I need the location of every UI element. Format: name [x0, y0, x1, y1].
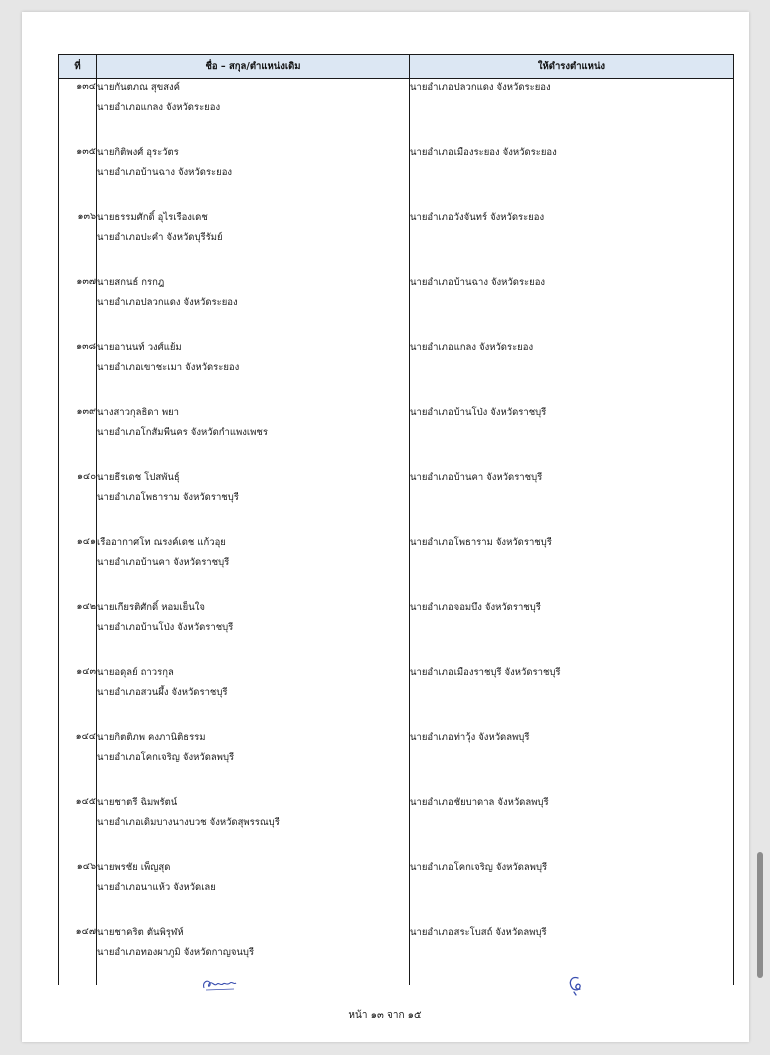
old-position: นายอำเภอโกสัมพีนคร จังหวัดกำแพงเพชร	[97, 426, 268, 438]
name-cell	[97, 339, 410, 404]
new-position: นายอำเภอวังจันทร์ จังหวัดระยอง	[410, 211, 545, 223]
new-position: นายอำเภอโพธาราม จังหวัดราชบุรี	[410, 536, 552, 548]
row-number: ๑๔๔	[59, 729, 97, 794]
table-row	[59, 599, 734, 664]
name-cell	[97, 274, 410, 339]
new-position: นายอำเภอโคกเจริญ จังหวัดลพบุรี	[410, 861, 548, 873]
new-position-cell	[410, 729, 734, 794]
table-row	[59, 534, 734, 599]
new-position: นายอำเภอปลวกแดง จังหวัดระยอง	[410, 82, 551, 93]
table-row	[59, 664, 734, 729]
table-row	[59, 469, 734, 534]
new-position: นายอำเภอจอมบึง จังหวัดราชบุรี	[410, 601, 541, 613]
person-name: เรืออากาศโท ณรงค์เดช แก้วอุย	[97, 536, 226, 548]
header-name: ชื่อ – สกุล/ตำแหน่งเดิม	[97, 55, 410, 79]
new-position-cell	[410, 144, 734, 209]
signature-left-icon	[200, 974, 240, 994]
new-position-cell	[410, 599, 734, 664]
old-position: นายอำเภอแกลง จังหวัดระยอง	[97, 102, 221, 113]
name-cell	[97, 209, 410, 274]
table-row	[59, 924, 734, 985]
row-number: ๑๔๗	[59, 924, 97, 985]
name-cell	[97, 729, 410, 794]
person-name: นายเกียรติศักดิ์ หอมเย็นใจ	[97, 601, 205, 613]
row-number: ๑๔๑	[59, 534, 97, 599]
row-number: ๑๔๐	[59, 469, 97, 534]
row-number: ๑๓๔	[59, 79, 97, 144]
old-position: นายอำเภอบ้านฉาง จังหวัดระยอง	[97, 166, 233, 178]
table-row	[59, 209, 734, 274]
name-cell	[97, 144, 410, 209]
new-position: นายอำเภอบ้านคา จังหวัดราชบุรี	[410, 471, 543, 483]
name-cell	[97, 859, 410, 924]
new-position-cell	[410, 79, 734, 144]
appointment-table	[58, 54, 734, 985]
name-cell	[97, 79, 410, 144]
person-name: นายกิติพงศ์ อุระวัตร	[97, 146, 179, 158]
row-number: ๑๓๕	[59, 144, 97, 209]
person-name: นายธีรเดช โปสพันธุ์	[97, 471, 180, 483]
new-position: นายอำเภอเมืองราชบุรี จังหวัดราชบุรี	[410, 666, 561, 678]
new-position-cell	[410, 794, 734, 859]
new-position-cell	[410, 404, 734, 469]
name-cell	[97, 404, 410, 469]
old-position: นายอำเภอนาแห้ว จังหวัดเลย	[97, 881, 216, 893]
name-cell	[97, 534, 410, 599]
page-number: หน้า ๑๓ จาก ๑๕	[348, 1010, 422, 1021]
name-cell	[97, 794, 410, 859]
table-row	[59, 404, 734, 469]
person-name: นายอดุลย์ ถาวรกุล	[97, 666, 174, 678]
new-position-cell	[410, 469, 734, 534]
old-position: นายอำเภอปลวกแดง จังหวัดระยอง	[97, 296, 238, 308]
old-position: นายอำเภอบ้านคา จังหวัดราชบุรี	[97, 556, 230, 568]
new-position-cell	[410, 209, 734, 274]
new-position-cell	[410, 664, 734, 729]
person-name: นายอานนท์ วงศ์แย้ม	[97, 341, 182, 353]
table-row	[59, 859, 734, 924]
row-number: ๑๔๒	[59, 599, 97, 664]
person-name: นางสาวกุลธิดา พยา	[97, 406, 179, 418]
name-cell	[97, 599, 410, 664]
header-no: ที่	[59, 55, 97, 79]
row-number: ๑๓๖	[59, 209, 97, 274]
old-position: นายอำเภอปะคำ จังหวัดบุรีรัมย์	[97, 231, 223, 243]
new-position: นายอำเภอบ้านฉาง จังหวัดระยอง	[410, 276, 546, 288]
person-name: นายพรชัย เพ็ญสุด	[97, 861, 171, 873]
old-position: นายอำเภอโพธาราม จังหวัดราชบุรี	[97, 491, 239, 503]
old-position: นายอำเภอโคกเจริญ จังหวัดลพบุรี	[97, 751, 235, 763]
row-number: ๑๓๗	[59, 274, 97, 339]
row-number: ๑๓๙	[59, 404, 97, 469]
vertical-scrollbar[interactable]	[757, 852, 763, 978]
person-name: นายกิตติภพ คงภานิติธรรม	[97, 731, 206, 743]
document-page	[22, 12, 749, 1042]
row-number: ๑๔๕	[59, 794, 97, 859]
table-row	[59, 339, 734, 404]
new-position: นายอำเภอสระโบสถ์ จังหวัดลพบุรี	[410, 926, 547, 938]
new-position-cell	[410, 339, 734, 404]
table-row	[59, 794, 734, 859]
new-position: นายอำเภอชัยบาดาล จังหวัดลพบุรี	[410, 796, 549, 808]
new-position: นายอำเภอบ้านโป่ง จังหวัดราชบุรี	[410, 406, 547, 418]
row-number: ๑๔๖	[59, 859, 97, 924]
new-position-cell	[410, 534, 734, 599]
table-row	[59, 729, 734, 794]
new-position-cell	[410, 859, 734, 924]
name-cell	[97, 924, 410, 985]
old-position: นายอำเภอทองผาภูมิ จังหวัดกาญจนบุรี	[97, 946, 255, 958]
table-body	[59, 79, 734, 985]
old-position: นายอำเภอบ้านโป่ง จังหวัดราชบุรี	[97, 621, 234, 633]
person-name: นายสกนธ์ กรกฎ	[97, 276, 165, 288]
old-position: นายอำเภอเดิมบางนางบวช จังหวัดสุพรรณบุรี	[97, 816, 280, 828]
signature-right-icon	[564, 972, 588, 998]
table-header-row	[59, 55, 734, 79]
new-position: นายอำเภอเมืองระยอง จังหวัดระยอง	[410, 146, 557, 158]
old-position: นายอำเภอสวนผึ้ง จังหวัดราชบุรี	[97, 686, 228, 698]
new-position-cell	[410, 274, 734, 339]
new-position: นายอำเภอแกลง จังหวัดระยอง	[410, 341, 534, 353]
person-name: นายชาคริต ตันพิรุฬห์	[97, 926, 184, 938]
new-position: นายอำเภอท่าวุ้ง จังหวัดลพบุรี	[410, 731, 530, 743]
table-row	[59, 144, 734, 209]
person-name: นายกันตภณ สุขสงค์	[97, 82, 180, 93]
old-position: นายอำเภอเขาชะเมา จังหวัดระยอง	[97, 361, 240, 373]
name-cell	[97, 469, 410, 534]
table-row	[59, 274, 734, 339]
name-cell	[97, 664, 410, 729]
person-name: นายธรรมศักดิ์ อุไรเรืองเดช	[97, 211, 208, 223]
row-number: ๑๓๘	[59, 339, 97, 404]
row-number: ๑๔๓	[59, 664, 97, 729]
header-new-position: ให้ดำรงตำแหน่ง	[410, 55, 734, 79]
person-name: นายชาตรี ฉิมพรัตน์	[97, 796, 178, 808]
table-row	[59, 79, 734, 144]
